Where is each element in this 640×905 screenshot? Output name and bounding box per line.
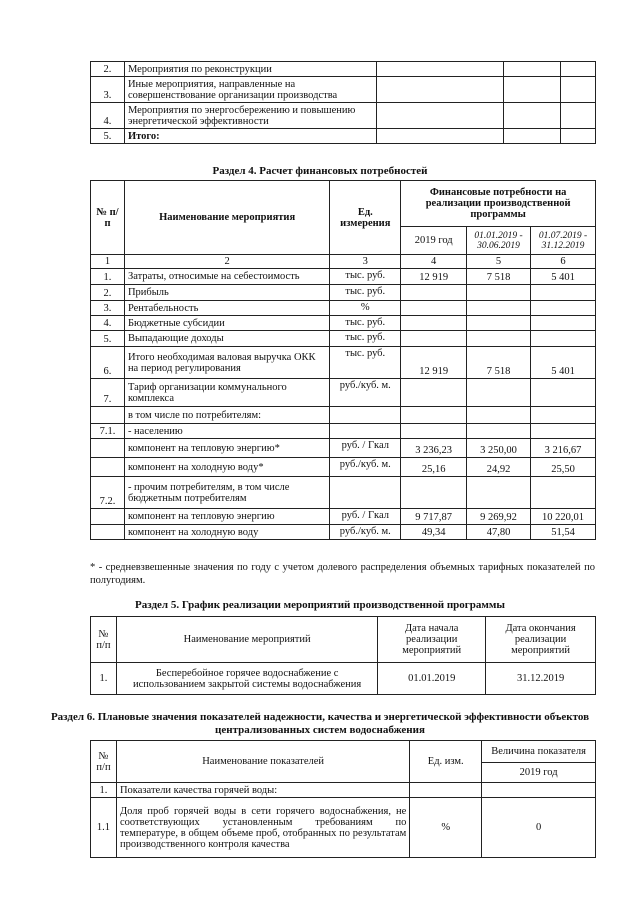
row-value-2019: 12 919 (401, 347, 467, 379)
table-row (91, 347, 596, 379)
section6-table (90, 740, 596, 858)
row-num (91, 458, 125, 477)
row-value-2019: 9 717,87 (401, 509, 467, 525)
row-num (91, 407, 125, 424)
section6-title: Раздел 6. Плановые значения показателей надежности, качества и энергетической эффективности объектов централизованных систем водоснабжения (50, 711, 590, 736)
row-value-h1 (467, 407, 531, 424)
section5-table (90, 616, 596, 695)
header-half1: 01.01.2019 - 30.06.2019 (467, 227, 531, 255)
row-value-h2: 10 220,01 (531, 509, 596, 525)
row-unit: руб./куб. м. (330, 458, 401, 477)
row-name: Прибыль (124, 285, 329, 301)
row-value-h2 (531, 316, 596, 331)
section4-title: Раздел 4. Расчет финансовых потребностей (212, 165, 428, 177)
colnum: 1 (91, 255, 125, 269)
row-name: Показатели качества горячей воды: (116, 783, 409, 798)
header-year: 2019 год (482, 763, 596, 783)
header-start: Дата начала реализации мероприятий (378, 617, 486, 663)
row-value-2019 (401, 301, 467, 316)
table-row (91, 379, 596, 407)
row-unit: тыс. руб. (330, 285, 401, 301)
row-num (91, 525, 125, 540)
row-value-h1: 47,80 (467, 525, 531, 540)
row-name: Бюджетные субсидии (124, 316, 329, 331)
row-value-2019 (401, 285, 467, 301)
header-name: Наименование показателей (116, 741, 409, 783)
table-row (91, 783, 596, 798)
row-value-h1: 24,92 (467, 458, 531, 477)
row-name: Мероприятия по энергосбережению и повышению энергетической эффективности (124, 103, 376, 129)
row-value-2019 (401, 407, 467, 424)
row-num: 7.1. (91, 424, 125, 439)
row-name: Бесперебойное горячее водоснабжение с использованием закрытой системы водоснабжения (116, 663, 377, 695)
row-num: 1.1 (91, 798, 117, 858)
row-num: 1. (91, 663, 117, 695)
table-row (91, 509, 596, 525)
header-half2: 01.07.2019 - 31.12.2019 (531, 227, 596, 255)
row-value-h2 (531, 285, 596, 301)
row-value-h1: 9 269,92 (467, 509, 531, 525)
row-num: 1. (91, 269, 125, 285)
row-value-h1 (467, 301, 531, 316)
row-value-h1: 3 250,00 (467, 439, 531, 458)
row-value: 0 (482, 798, 596, 858)
table-row (91, 103, 596, 129)
row-unit: руб. / Гкал (330, 439, 401, 458)
row-num: 7. (91, 379, 125, 407)
row-end: 31.12.2019 (486, 663, 596, 695)
row-value-h1: 7 518 (467, 347, 531, 379)
table-row (91, 525, 596, 540)
row-value-2019 (401, 477, 467, 509)
row-name: компонент на холодную воду (124, 525, 329, 540)
row-unit (330, 477, 401, 509)
row-num: 3. (91, 77, 125, 103)
section4-table (90, 180, 596, 540)
row-num: 5. (91, 129, 125, 144)
table-row (91, 798, 596, 858)
row-num: 3. (91, 301, 125, 316)
row-value-h1 (467, 477, 531, 509)
row-unit (330, 407, 401, 424)
table-row (91, 129, 596, 144)
row-num: 1. (91, 783, 117, 798)
row-value-h2: 3 216,67 (531, 439, 596, 458)
row-value-2019: 3 236,23 (401, 439, 467, 458)
top-table (90, 61, 596, 144)
row-name: компонент на тепловую энергию* (124, 439, 329, 458)
row-value-2019 (401, 424, 467, 439)
colnum: 6 (531, 255, 596, 269)
row-name: Итого: (124, 129, 376, 144)
colnum: 4 (401, 255, 467, 269)
header-end: Дата окончания реализации мероприятий (486, 617, 596, 663)
row-unit: руб./куб. м. (330, 525, 401, 540)
row-unit: тыс. руб. (330, 316, 401, 331)
row-value-h2: 5 401 (531, 269, 596, 285)
table-row (91, 269, 596, 285)
row-name: Рентабельность (124, 301, 329, 316)
header-name: Наименование мероприятий (116, 617, 377, 663)
header-unit: Ед. изм. (410, 741, 482, 783)
header-year: 2019 год (401, 227, 467, 255)
row-num: 4. (91, 316, 125, 331)
row-num (91, 439, 125, 458)
row-unit: % (410, 798, 482, 858)
header-num: № п/п (91, 617, 117, 663)
row-value-h2 (531, 331, 596, 347)
row-value-2019 (401, 379, 467, 407)
header-name: Наименование мероприятия (124, 181, 329, 255)
column-numbers-row (91, 255, 596, 269)
row-value-h1 (467, 331, 531, 347)
header-financial-needs: Финансовые потребности на реализации производственной программы (401, 181, 596, 227)
row-name: Мероприятия по реконструкции (124, 62, 376, 77)
header-unit: Ед. измерения (330, 181, 401, 255)
table-row (91, 285, 596, 301)
row-value-h1 (467, 316, 531, 331)
row-name: Иные мероприятия, направленные на совершенствование организации производства (124, 77, 376, 103)
row-unit: руб. / Гкал (330, 509, 401, 525)
row-num (91, 509, 125, 525)
row-num: 6. (91, 347, 125, 379)
row-num: 4. (91, 103, 125, 129)
row-name: Итого необходимая валовая выручка ОКК на период регулирования (124, 347, 329, 379)
row-value-h2 (531, 407, 596, 424)
row-unit: % (330, 301, 401, 316)
colnum: 5 (467, 255, 531, 269)
row-value-h1 (467, 379, 531, 407)
footnote: * - средневзвешенные значения по году с учетом долевого распределения объемных тарифных показателей по полугодиям. (90, 562, 595, 586)
row-num: 2. (91, 62, 125, 77)
row-unit (330, 424, 401, 439)
row-value-h2 (531, 477, 596, 509)
row-name: компонент на тепловую энергию (124, 509, 329, 525)
table-row (91, 407, 596, 424)
row-unit: тыс. руб. (330, 269, 401, 285)
row-value-h1: 7 518 (467, 269, 531, 285)
row-unit: тыс. руб. (330, 331, 401, 347)
table-row (91, 316, 596, 331)
section5-title: Раздел 5. График реализации мероприятий производственной программы (135, 599, 505, 611)
header-num: № п/п (91, 741, 117, 783)
header-value: Величина показателя (482, 741, 596, 763)
row-name: компонент на холодную воду* (124, 458, 329, 477)
row-value-h2 (531, 379, 596, 407)
colnum: 3 (330, 255, 401, 269)
row-value-2019: 49,34 (401, 525, 467, 540)
row-name: Затраты, относимые на себестоимость (124, 269, 329, 285)
table-row (91, 477, 596, 509)
table-row (91, 424, 596, 439)
table-row (91, 439, 596, 458)
table-row (91, 663, 596, 695)
row-value-2019: 25,16 (401, 458, 467, 477)
row-name: - прочим потребителям, в том числе бюджетным потребителям (124, 477, 329, 509)
row-name: в том числе по потребителям: (124, 407, 329, 424)
row-value-2019: 12 919 (401, 269, 467, 285)
row-num: 5. (91, 331, 125, 347)
row-unit: руб./куб. м. (330, 379, 401, 407)
row-value-h1 (467, 285, 531, 301)
row-value-h2 (531, 301, 596, 316)
table-row (91, 77, 596, 103)
row-name: Тариф организации коммунального комплекса (124, 379, 329, 407)
table-row (91, 331, 596, 347)
colnum: 2 (124, 255, 329, 269)
row-value-2019 (401, 316, 467, 331)
row-unit: тыс. руб. (330, 347, 401, 379)
row-value-h2: 5 401 (531, 347, 596, 379)
row-num: 2. (91, 285, 125, 301)
row-start: 01.01.2019 (378, 663, 486, 695)
row-name: Выпадающие доходы (124, 331, 329, 347)
row-name: - населению (124, 424, 329, 439)
row-value-h1 (467, 424, 531, 439)
table-row (91, 458, 596, 477)
table-row (91, 62, 596, 77)
row-name: Доля проб горячей воды в сети горячего водоснабжения, не соответствующих установленным требованиям по температуре, в общем объеме проб, отобранных по результатам производственного контроля качества (116, 798, 409, 858)
row-value-2019 (401, 331, 467, 347)
row-value-h2 (531, 424, 596, 439)
row-value-h2: 25,50 (531, 458, 596, 477)
row-num: 7.2. (91, 477, 125, 509)
header-num: № п/п (91, 181, 125, 255)
table-row (91, 301, 596, 316)
row-value-h2: 51,54 (531, 525, 596, 540)
